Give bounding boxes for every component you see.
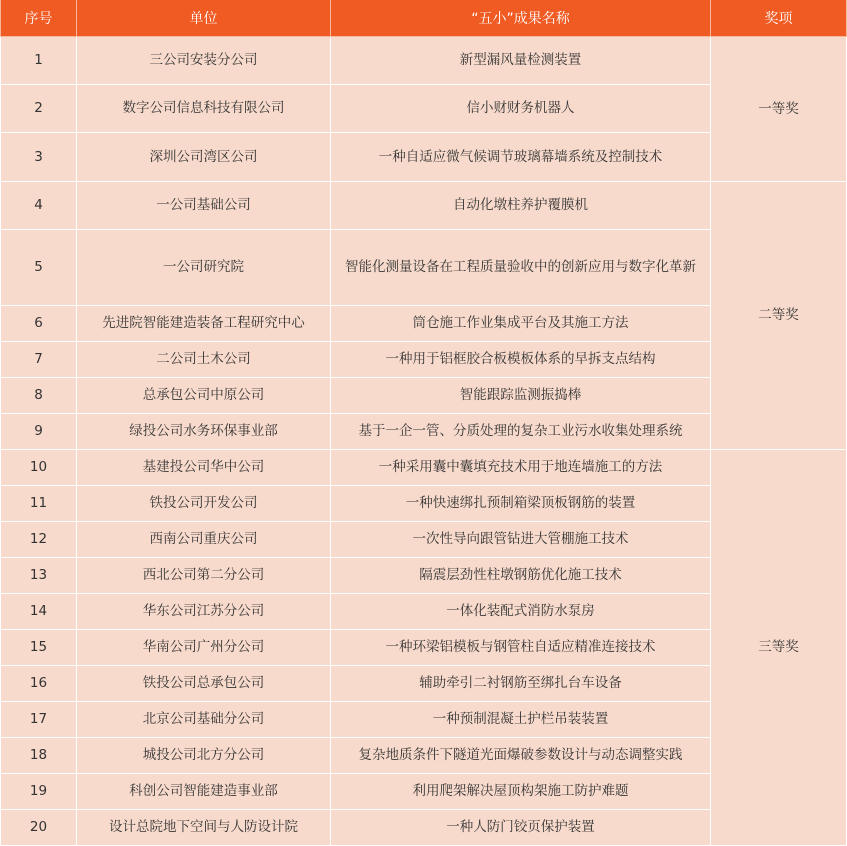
result-cell: 信小财财务机器人 [331, 85, 711, 133]
table-row [1, 450, 847, 486]
index-cell: 3 [1, 133, 77, 182]
unit-cell: 一公司研究院 [77, 230, 331, 306]
unit-cell: 华南公司广州分公司 [77, 630, 331, 666]
unit-cell: 铁投公司总承包公司 [77, 666, 331, 702]
result-cell: 一种用于铝框胶合板模板体系的早拆支点结构 [331, 342, 711, 378]
unit-cell: 绿投公司水务环保事业部 [77, 414, 331, 450]
unit-cell: 科创公司智能建造事业部 [77, 774, 331, 810]
unit-cell: 北京公司基础分公司 [77, 702, 331, 738]
result-cell: 隔震层劲性柱墩钢筋优化施工技术 [331, 558, 711, 594]
result-cell: 自动化墩柱养护覆膜机 [331, 182, 711, 230]
result-cell: 利用爬架解决屋顶构架施工防护难题 [331, 774, 711, 810]
index-cell: 14 [1, 594, 77, 630]
unit-cell: 西南公司重庆公司 [77, 522, 331, 558]
result-cell: 一体化装配式消防水泵房 [331, 594, 711, 630]
index-cell: 9 [1, 414, 77, 450]
unit-cell: 城投公司北方分公司 [77, 738, 331, 774]
unit-cell: 先进院智能建造装备工程研究中心 [77, 306, 331, 342]
index-cell: 6 [1, 306, 77, 342]
index-cell: 10 [1, 450, 77, 486]
result-cell: 新型漏风量检测装置 [331, 37, 711, 85]
header-result: “五小”成果名称 [331, 0, 711, 37]
result-cell: 一种采用囊中囊填充技术用于地连墙施工的方法 [331, 450, 711, 486]
result-cell: 一种快速绑扎预制箱梁顶板钢筋的装置 [331, 486, 711, 522]
result-cell: 辅助牵引二衬钢筋至绑扎台车设备 [331, 666, 711, 702]
result-cell: 智能跟踪监测振捣棒 [331, 378, 711, 414]
index-cell: 17 [1, 702, 77, 738]
header-index: 序号 [1, 0, 77, 37]
index-cell: 5 [1, 230, 77, 306]
index-cell: 13 [1, 558, 77, 594]
result-cell: 一种环梁铝模板与钢管柱自适应精准连接技术 [331, 630, 711, 666]
result-cell: 一种自适应微气候调节玻璃幕墙系统及控制技术 [331, 133, 711, 182]
index-cell: 1 [1, 37, 77, 85]
index-cell: 18 [1, 738, 77, 774]
header-unit: 单位 [77, 0, 331, 37]
unit-cell: 设计总院地下空间与人防设计院 [77, 810, 331, 846]
result-cell: 筒仓施工作业集成平台及其施工方法 [331, 306, 711, 342]
index-cell: 16 [1, 666, 77, 702]
index-cell: 11 [1, 486, 77, 522]
index-cell: 15 [1, 630, 77, 666]
header-row [1, 0, 847, 37]
index-cell: 7 [1, 342, 77, 378]
unit-cell: 西北公司第二分公司 [77, 558, 331, 594]
unit-cell: 总承包公司中原公司 [77, 378, 331, 414]
unit-cell: 深圳公司湾区公司 [77, 133, 331, 182]
result-cell: 一种人防门铰页保护装置 [331, 810, 711, 846]
index-cell: 12 [1, 522, 77, 558]
result-cell: 一次性导向跟管钻进大管棚施工技术 [331, 522, 711, 558]
table-row [1, 37, 847, 85]
unit-cell: 基建投公司华中公司 [77, 450, 331, 486]
table-row [1, 182, 847, 230]
header-award: 奖项 [711, 0, 847, 37]
index-cell: 19 [1, 774, 77, 810]
award-cell: 一等奖 [711, 37, 847, 182]
award-cell: 二等奖 [711, 182, 847, 450]
unit-cell: 三公司安装分公司 [77, 37, 331, 85]
index-cell: 2 [1, 85, 77, 133]
unit-cell: 数字公司信息科技有限公司 [77, 85, 331, 133]
unit-cell: 一公司基础公司 [77, 182, 331, 230]
result-cell: 复杂地质条件下隧道光面爆破参数设计与动态调整实践 [331, 738, 711, 774]
award-cell: 三等奖 [711, 450, 847, 846]
unit-cell: 铁投公司开发公司 [77, 486, 331, 522]
result-cell: 基于一企一管、分质处理的复杂工业污水收集处理系统 [331, 414, 711, 450]
result-cell: 一种预制混凝土护栏吊装装置 [331, 702, 711, 738]
index-cell: 4 [1, 182, 77, 230]
unit-cell: 二公司土木公司 [77, 342, 331, 378]
unit-cell: 华东公司江苏分公司 [77, 594, 331, 630]
index-cell: 20 [1, 810, 77, 846]
result-cell: 智能化测量设备在工程质量验收中的创新应用与数字化革新 [331, 230, 711, 306]
index-cell: 8 [1, 378, 77, 414]
